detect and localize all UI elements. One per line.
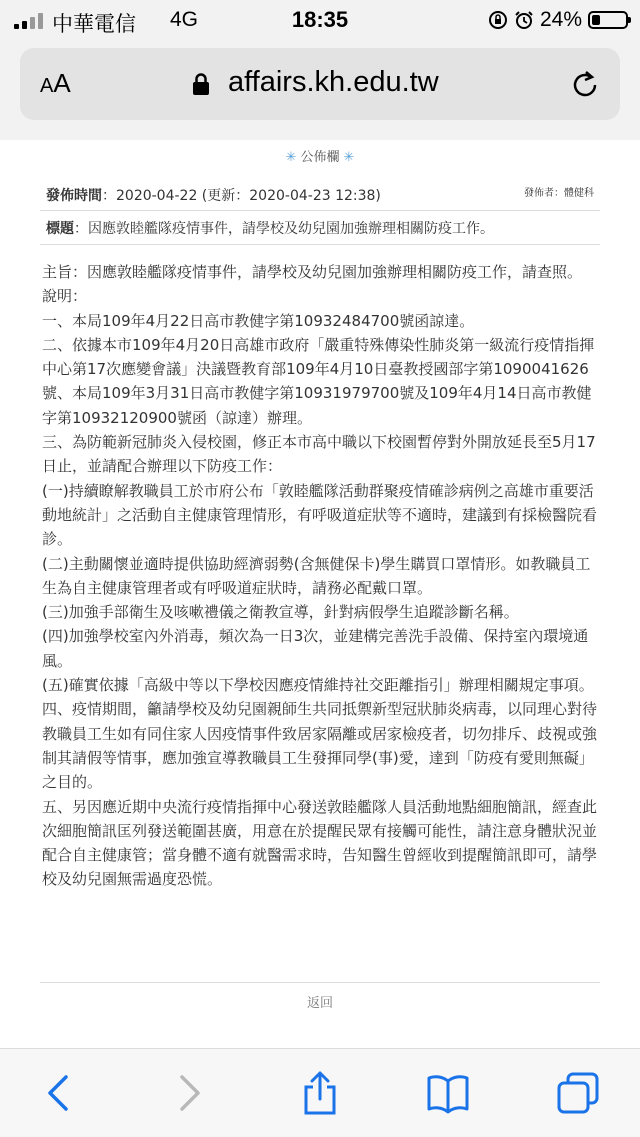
status-right <box>488 8 628 32</box>
content-paragraph: 一、本局109年4月22日高市教健字第10932484700號函諒達。 <box>42 311 475 330</box>
content-paragraph: (五)確實依據「高級中等以下學校因應疫情維持社交距離指引」辦理相關規定事項。 <box>42 676 594 695</box>
back-icon[interactable] <box>38 1071 82 1115</box>
publisher: 發佈者：體健科 <box>524 188 594 199</box>
content-paragraph: 四、疫情期間，籲請學校及幼兒園親師生共同抵禦新型冠狀肺炎病毒，以同理心對待教職員工生如有同住家人因疫情事件致居家隔離或居家檢疫者，切勿排斥、歧視或強制其請假等情事，應加強宣導教職員工生發揮同學(事)愛，達到「防疫有愛則無礙」之目的。 <box>42 700 598 792</box>
carrier-name: 中華電信 <box>52 13 136 36</box>
content-paragraph: (三)加強手部衛生及咳嗽禮儀之衛教宣導，針對病假學生追蹤診斷名稱。 <box>42 603 519 622</box>
battery-icon <box>588 11 628 29</box>
url-text[interactable]: affairs.kh.edu.tw <box>228 66 439 98</box>
announcement-content <box>42 260 602 892</box>
sparkle-icon: ✳ <box>285 150 297 165</box>
bookmarks-icon[interactable] <box>426 1071 470 1115</box>
tabs-icon[interactable] <box>556 1071 600 1115</box>
publish-info <box>40 178 600 211</box>
content-paragraph: 說明： <box>42 287 88 306</box>
sparkle-icon: ✳ <box>343 150 355 165</box>
clock: 18:35 <box>291 7 349 32</box>
browser-toolbar <box>0 1048 640 1137</box>
battery-percent: 24% <box>539 8 582 31</box>
lock-icon <box>192 72 210 96</box>
content-paragraph: 三、為防範新冠肺炎入侵校園，修正本市高中職以下校園暫停對外開放延長至5月17日止，並請配合辦理以下防疫工作： <box>42 433 596 476</box>
web-page <box>0 140 640 1048</box>
content-paragraph: (四)加強學校室內外消毒，頻次為一日3次，並建構完善洗手設備、保持室內環境通風。 <box>42 627 589 670</box>
board-title: ✳ 公佈欄 ✳ <box>285 150 355 165</box>
content-paragraph: 主旨：因應敦睦艦隊疫情事件，請學校及幼兒園加強辦理相關防疫工作，請查照。 <box>42 263 583 281</box>
publish-label: 發佈時間 <box>46 188 102 204</box>
subject-label: 標題 <box>46 221 74 237</box>
address-bar[interactable] <box>20 48 620 120</box>
content-paragraph: 二、依據本市109年4月20日高雄市政府「嚴重特殊傳染性肺炎第一級流行疫情指揮中心第17次應變會議」決議暨教育部109年4月10日臺教授國部字第1090041626號、本局109年3月31日高市教健字第10931979700號及109年4月14日高市教健字第10932120900號函（諒達）辦理。 <box>42 335 595 427</box>
publish-value: ：2020-04-22 (更新：2020-04-23 12:38) <box>102 188 381 204</box>
rotation-lock-icon <box>488 10 508 30</box>
alarm-icon <box>514 10 534 30</box>
forward-icon[interactable] <box>166 1071 210 1115</box>
reload-icon[interactable] <box>568 68 602 102</box>
content-paragraph: (二)主動關懷並適時提供協助經濟弱勢(含無健保卡)學生購買口罩情形。如教職員工生為自主健康管理者或有呼吸道症狀時，請務必配戴口罩。 <box>42 554 591 597</box>
status-bar <box>0 0 640 40</box>
reader-text-size-button[interactable]: AA <box>40 68 71 98</box>
back-link[interactable]: 返回 <box>306 996 333 1011</box>
divider <box>40 982 600 983</box>
content-paragraph: 五、另因應近期中央流行疫情指揮中心發送敦睦艦隊人員活動地點細胞簡訊，經查此次細胞簡訊匡列發送範圍甚廣，用意在於提醒民眾有接觸可能性，請注意身體狀況並配合自主健康管；當身體不適有就醫需求時，告知醫生曾經收到提醒簡訊即可，請學校及幼兒園無需過度恐慌。 <box>42 797 598 889</box>
content-paragraph: (一)持續瞭解教職員工於市府公布「敦睦艦隊活動群聚疫情確診病例之高雄市重要活動地統計」之活動自主健康管理情形，有呼吸道症狀等不適時，建議到有採檢醫院看診。 <box>42 481 598 549</box>
network-type: 4G <box>170 8 199 31</box>
subject-row <box>40 212 600 245</box>
subject-value: ：因應敦睦艦隊疫情事件，請學校及幼兒園加強辦理相關防疫工作。 <box>74 221 494 237</box>
share-icon[interactable] <box>298 1071 342 1115</box>
